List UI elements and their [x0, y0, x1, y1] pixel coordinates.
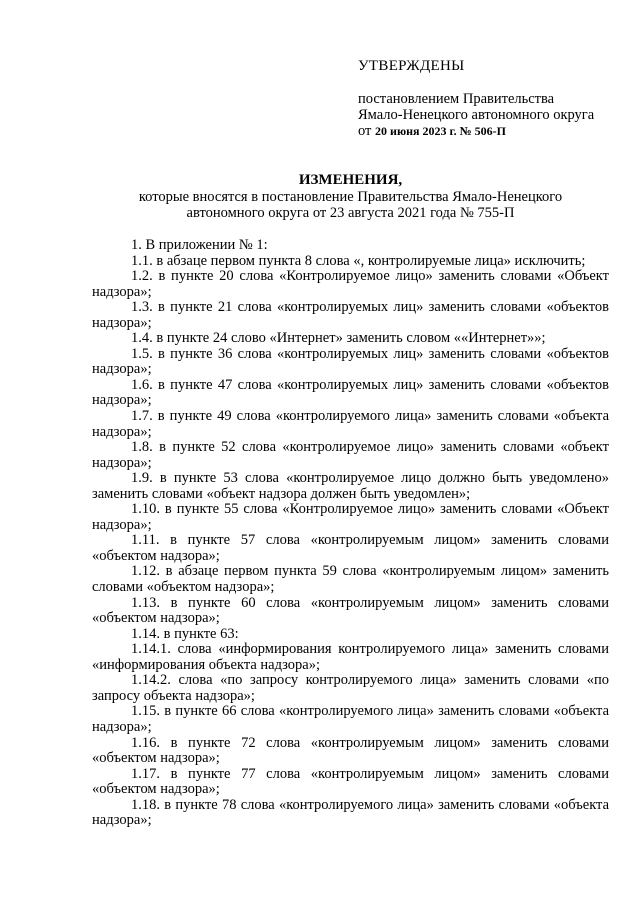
paragraph-1-18: 1.18. в пункте 78 слова «контролируемого лица» заменить словами «объекта надзора»;	[92, 796, 609, 829]
paragraph-1-3: 1.3. в пункте 21 слова «контролируемых лиц» заменить словами «объектов надзора»;	[92, 299, 609, 331]
paragraph-1-1: 1.1. в абзаце первом пункта 8 слова «, контролируемые лица» исключить;	[131, 252, 586, 269]
approval-heading: УТВЕРЖДЕНЫ	[358, 58, 465, 74]
paragraph-1-4: 1.4. в пункте 24 слово «Интернет» заменить словом ««Интернет»»;	[131, 330, 546, 347]
approval-date-prefix: от	[358, 123, 372, 139]
paragraph-1-8: 1.8. в пункте 52 слова «контролируемое лицо» заменить словами «объект надзора»;	[92, 439, 609, 471]
paragraph-1-17: 1.17. в пункте 77 слова «контролируемым лицом» заменить словами «объектом надзора»;	[92, 765, 609, 798]
approval-line-2: Ямало-Ненецкого автономного округа	[358, 107, 595, 123]
paragraph-1: 1. В приложении № 1:	[131, 237, 268, 253]
document-header	[92, 172, 609, 221]
paragraph-1-7: 1.7. в пункте 49 слова «контролируемого лица» заменить словами «объекта надзора»;	[92, 408, 609, 440]
approval-date-stamp: 20 июня 2023 г. № 506-П	[375, 124, 507, 138]
paragraph-1-16: 1.16. в пункте 72 слова «контролируемым лицом» заменить словами «объектом надзора»;	[92, 734, 609, 767]
approval-line-1: постановлением Правительства	[358, 91, 555, 107]
paragraph-1-2: 1.2. в пункте 20 слова «Контролируемое лицо» заменить словами «Объект надзора»;	[92, 268, 609, 300]
document-body	[92, 238, 609, 829]
approval-block	[358, 58, 628, 139]
paragraph-1-12: 1.12. в абзаце первом пункта 59 слова «контролируемым лицом» заменить словами «объектом надзора»;	[92, 563, 609, 596]
document-subtitle-line-1: которые вносятся в постановление Правительства Ямало-Ненецкого	[138, 189, 563, 205]
paragraph-1-10: 1.10. в пункте 55 слова «Контролируемое лицо» заменить словами «Объект надзора»;	[92, 501, 609, 533]
paragraph-1-13: 1.13. в пункте 60 слова «контролируемым лицом» заменить словами «объектом надзора»;	[92, 594, 609, 627]
paragraph-1-11: 1.11. в пункте 57 слова «контролируемым лицом» заменить словами «объектом надзора»;	[92, 532, 609, 564]
approval-date-line	[358, 123, 628, 139]
paragraph-1-5: 1.5. в пункте 36 слова «контролируемых лиц» заменить словами «объектов надзора»;	[92, 345, 609, 378]
paragraph-1-15: 1.15. в пункте 66 слова «контролируемого лица» заменить словами «объекта надзора»;	[92, 703, 609, 735]
paragraph-1-9: 1.9. в пункте 53 слова «контролируемое лицо должно быть уведомлено» заменить словами «объект надзора должен быть уведомлен»;	[92, 470, 609, 502]
paragraph-1-14-2: 1.14.2. слова «по запросу контролируемого лица» заменить словами «по запросу объекта надзора»;	[92, 672, 609, 704]
paragraph-1-14: 1.14. в пункте 63:	[131, 625, 239, 642]
paragraph-1-14-1: 1.14.1. слова «информирования контролируемого лица» заменить словами «информирования объекта надзора»;	[92, 641, 609, 673]
paragraph-1-6: 1.6. в пункте 47 слова «контролируемых лиц» заменить словами «объектов надзора»;	[92, 376, 609, 409]
document-title: ИЗМЕНЕНИЯ,	[298, 172, 403, 188]
document-subtitle-line-2: автономного округа от 23 августа 2021 года № 755-П	[186, 205, 515, 221]
